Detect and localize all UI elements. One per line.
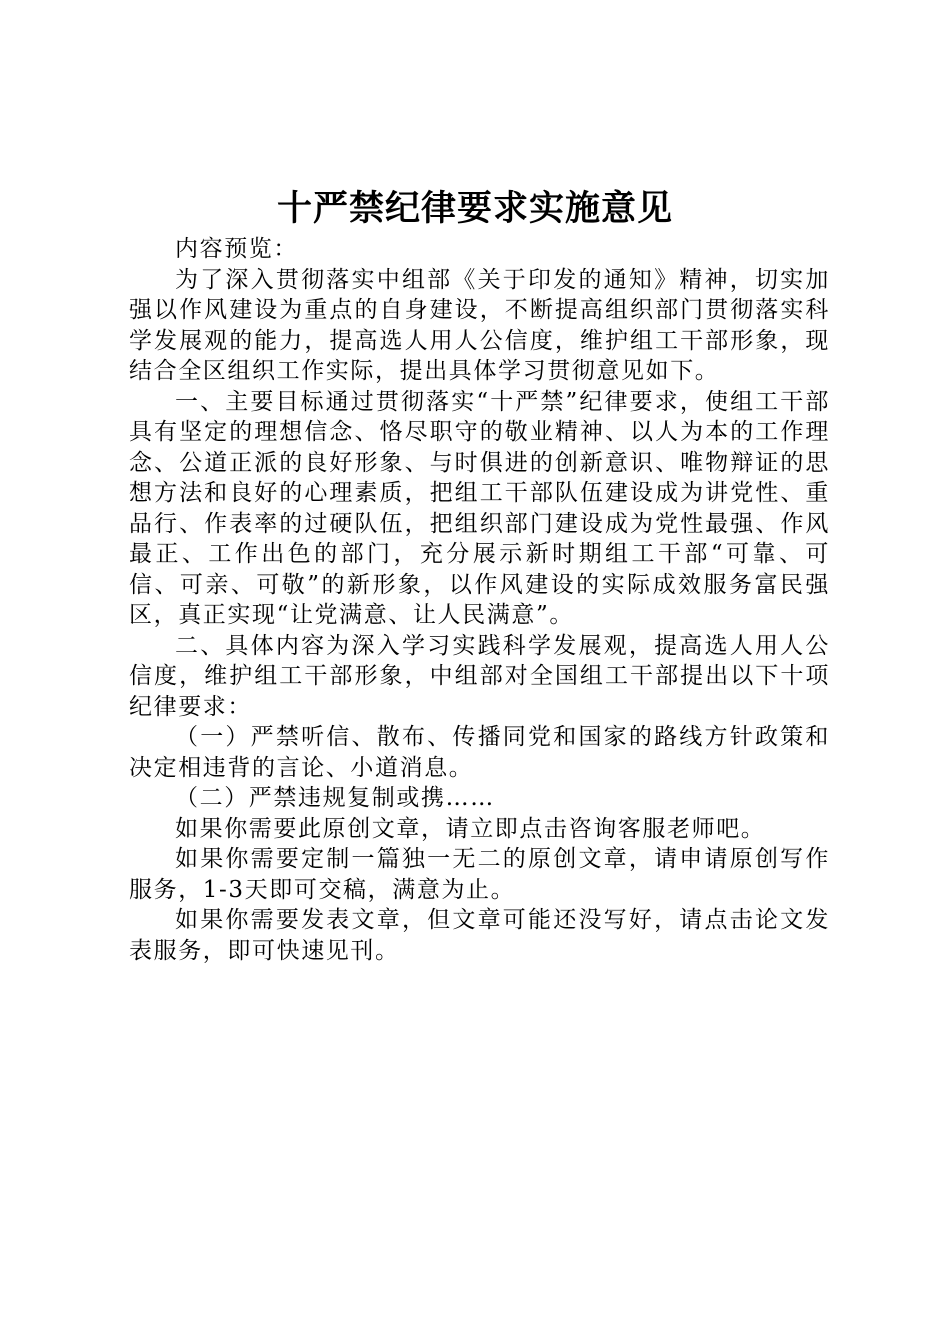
document-title: 十严禁纪律要求实施意见	[276, 188, 673, 229]
custom-writing-link[interactable]: 如果你需要定制一篇独一无二的原创文章，请申请原创写作服务，1-3天即可交稿，满意为止。	[129, 846, 830, 903]
rule-item-one: （一）严禁听信、散布、传播同党和国家的路线方针政策和决定相违背的言论、小道消息。	[129, 724, 830, 781]
rule-item-two: （二）严禁违规复制或携……	[175, 785, 495, 811]
section-one-paragraph: 一、主要目标通过贯彻落实“十严禁”纪律要求，使组工干部具有坚定的理想信念、恪尽职守的敬业精神、以人为本的工作理念、公道正派的良好形象、与时俱进的创新意识、唯物辩证的思想方法和良好的心理素质，把组工干部队伍建设成为讲党性、重品行、作表率的过硬队伍，把组织部门建设成为党性最强、作风最正、工作出色的部门，充分展示新时期组工干部“可靠、可信、可亲、可敬”的新形象，以作风建设的实际成效服务富民强区，真正实现“让党满意、让人民满意”。	[129, 388, 830, 628]
preview-label: 内容预览：	[175, 236, 298, 262]
consult-service-link[interactable]: 如果你需要此原创文章，请立即点击咨询客服老师吧。	[175, 815, 766, 842]
publish-service-link[interactable]: 如果你需要发表文章，但文章可能还没写好，请点击论文发表服务，即可快速见刊。	[129, 907, 830, 964]
intro-paragraph: 为了深入贯彻落实中组部《关于印发的通知》精神，切实加强以作风建设为重点的自身建设，不断提高组织部门贯彻落实科学发展观的能力，提高选人用人公信度，维护组工干部形象，现结合全区组织工作实际，提出具体学习贯彻意见如下。	[129, 266, 830, 384]
section-two-paragraph: 二、具体内容为深入学习实践科学发展观，提高选人用人公信度，维护组工干部形象，中组部对全国组工干部提出以下十项纪律要求：	[129, 632, 830, 720]
document-body	[129, 234, 830, 966]
